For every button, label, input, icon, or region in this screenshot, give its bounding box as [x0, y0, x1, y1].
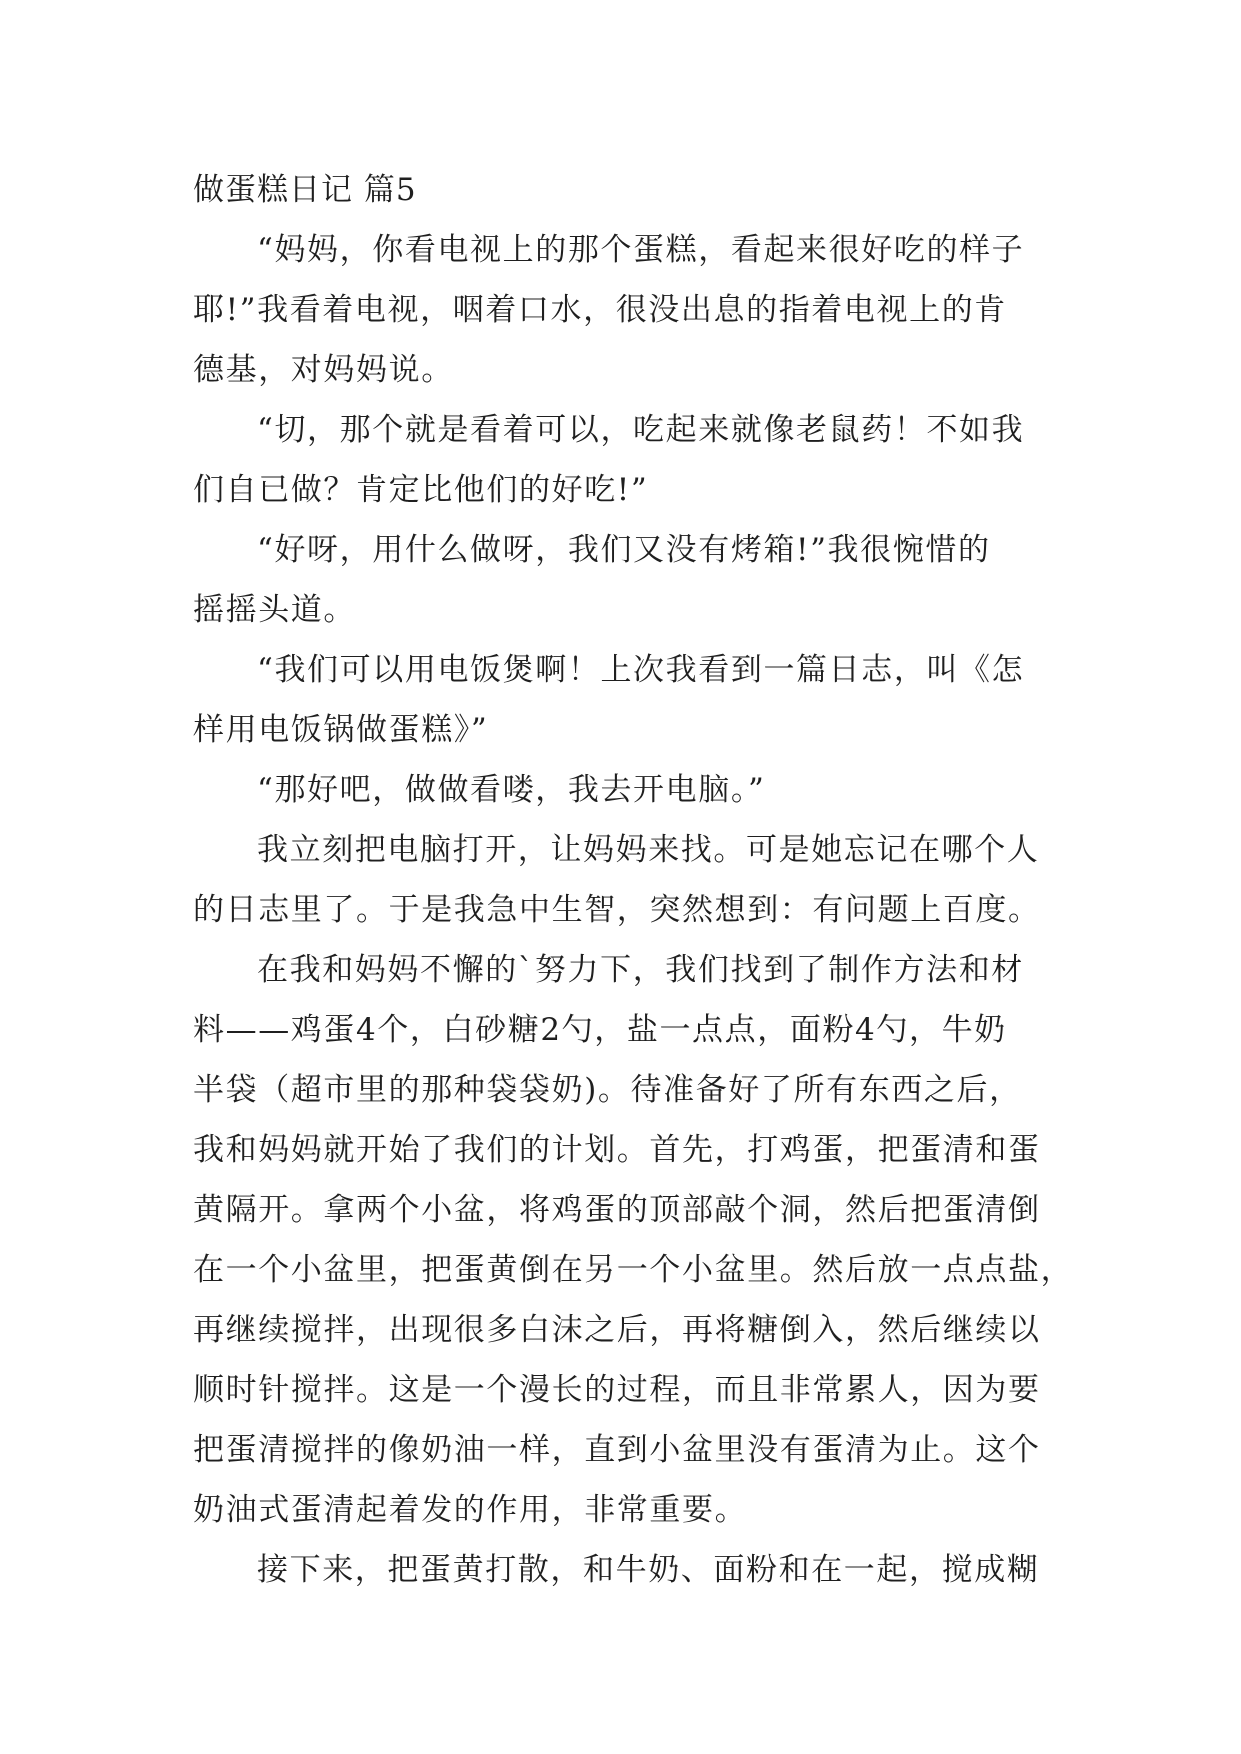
text-line: 的日志里了。于是我急中生智，突然想到：有问题上百度。: [193, 892, 1041, 928]
text-line: 耶!”我看着电视，咽着口水，很没出息的指着电视上的肯: [193, 292, 1007, 328]
text-line: “那好吧，做做看喽，我去开电脑。”: [257, 772, 766, 808]
text-line: 黄隔开。拿两个小盆，将鸡蛋的顶部敲个洞，然后把蛋清倒: [193, 1192, 1041, 1228]
text-line: 们自已做？肯定比他们的好吃!”: [193, 472, 649, 508]
document-title: 做蛋糕日记 篇5: [193, 172, 417, 208]
text-line: 在一个小盆里，把蛋黄倒在另一个小盆里。然后放一点点盐，: [193, 1252, 1074, 1288]
text-line: “切，那个就是看着可以，吃起来就像老鼠药！不如我: [257, 412, 1025, 448]
text-line: 再继续搅拌，出现很多白沫之后，再将糖倒入，然后继续以: [193, 1312, 1041, 1348]
text-line: 接下来，把蛋黄打散，和牛奶、面粉和在一起，搅成糊: [257, 1552, 1040, 1588]
text-line: 样用电饭锅做蛋糕》”: [193, 712, 489, 748]
text-line: 我立刻把电脑打开，让妈妈来找。可是她忘记在哪个人: [257, 832, 1040, 868]
text-line: 我和妈妈就开始了我们的计划。首先，打鸡蛋，把蛋清和蛋: [193, 1132, 1041, 1168]
document-text: [193, 220, 1074, 1600]
text-line: “好呀，用什么做呀，我们又没有烤箱!”我很惋惜的: [257, 532, 991, 568]
text-line: “我们可以用电饭煲啊！上次我看到一篇日志，叫《怎: [257, 652, 1025, 688]
text-line: 把蛋清搅拌的像奶油一样，直到小盆里没有蛋清为止。这个: [193, 1432, 1041, 1468]
text-line: 奶油式蛋清起着发的作用，非常重要。: [193, 1492, 748, 1528]
text-line: 在我和妈妈不懈的`努力下，我们找到了制作方法和材: [257, 952, 1024, 988]
text-line: 摇摇头道。: [193, 592, 356, 628]
text-line: 顺时针搅拌。这是一个漫长的过程，而且非常累人，因为要: [193, 1372, 1041, 1408]
text-line: 料——鸡蛋4个，白砂糖2勺，盐一点点，面粉4勺，牛奶: [193, 1012, 1007, 1048]
text-line: “妈妈，你看电视上的那个蛋糕，看起来很好吃的样子: [257, 232, 1025, 268]
text-line: 德基，对妈妈说。: [193, 352, 454, 388]
text-line: 半袋（超市里的那种袋袋奶)。待准备好了所有东西之后，: [193, 1072, 1022, 1108]
document-body: [193, 160, 1074, 1600]
